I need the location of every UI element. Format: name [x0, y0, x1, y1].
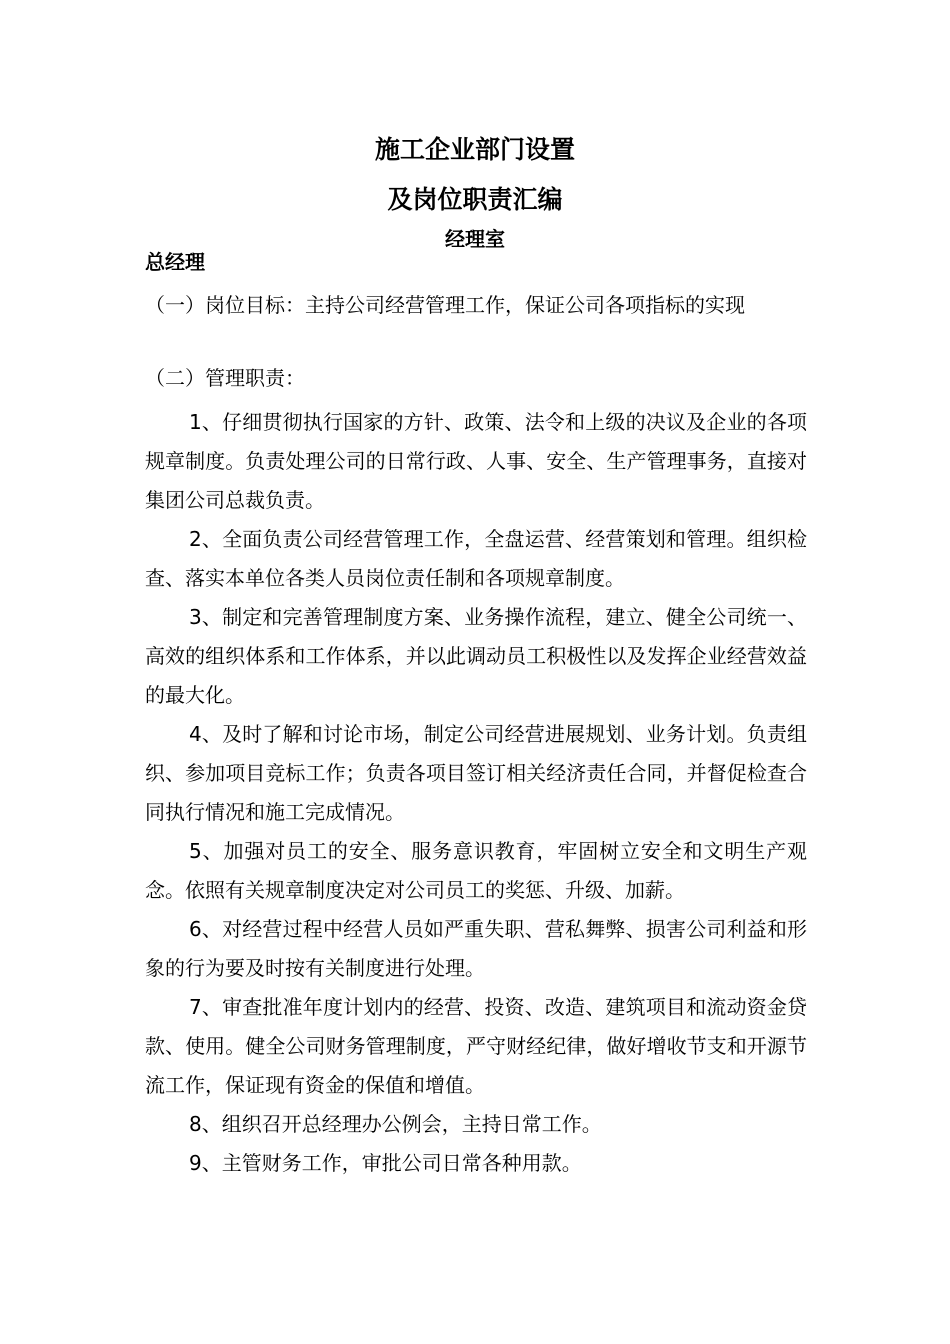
duties-list: [145, 403, 807, 1183]
duty-item: 3、制定和完善管理制度方案、业务操作流程，建立、健全公司统一、高效的组织体系和工作体系，并以此调动员工积极性以及发挥企业经营效益的最大化。: [145, 605, 807, 707]
document-title-line1: 施工企业部门设置: [374, 135, 575, 164]
duty-item: 1、仔细贯彻执行国家的方针、政策、法令和上级的决议及企业的各项规章制度。负责处理公司的日常行政、人事、安全、生产管理事务，直接对集团公司总裁负责。: [145, 410, 807, 512]
position-goal: （一）岗位目标：主持公司经营管理工作，保证公司各项指标的实现: [145, 293, 745, 317]
duty-item: 2、全面负责公司经营管理工作，全盘运营、经营策划和管理。组织检查、落实本单位各类人员岗位责任制和各项规章制度。: [145, 527, 807, 590]
department-heading: 经理室: [445, 227, 505, 251]
document-title-line2: 及岗位职责汇编: [387, 185, 563, 214]
duty-item: 6、对经营过程中经营人员如严重失职、营私舞弊、损害公司利益和形象的行为要及时按有关制度进行处理。: [145, 917, 807, 980]
duty-item: 9、主管财务工作，审批公司日常各种用款。: [189, 1151, 582, 1175]
role-heading: 总经理: [145, 250, 205, 274]
duty-item: 5、加强对员工的安全、服务意识教育，牢固树立安全和文明生产观念。依照有关规章制度决定对公司员工的奖惩、升级、加薪。: [145, 839, 807, 902]
duty-item: 4、及时了解和讨论市场，制定公司经营进展规划、业务计划。负责组织、参加项目竞标工作；负责各项目签订相关经济责任合同，并督促检查合同执行情况和施工完成情况。: [145, 722, 807, 824]
duties-heading: （二）管理职责：: [145, 366, 305, 390]
duty-item: 7、审查批准年度计划内的经营、投资、改造、建筑项目和流动资金贷款、使用。健全公司财务管理制度，严守财经纪律，做好增收节支和开源节流工作，保证现有资金的保值和增值。: [145, 995, 807, 1097]
duty-item: 8、组织召开总经理办公例会，主持日常工作。: [189, 1112, 602, 1136]
